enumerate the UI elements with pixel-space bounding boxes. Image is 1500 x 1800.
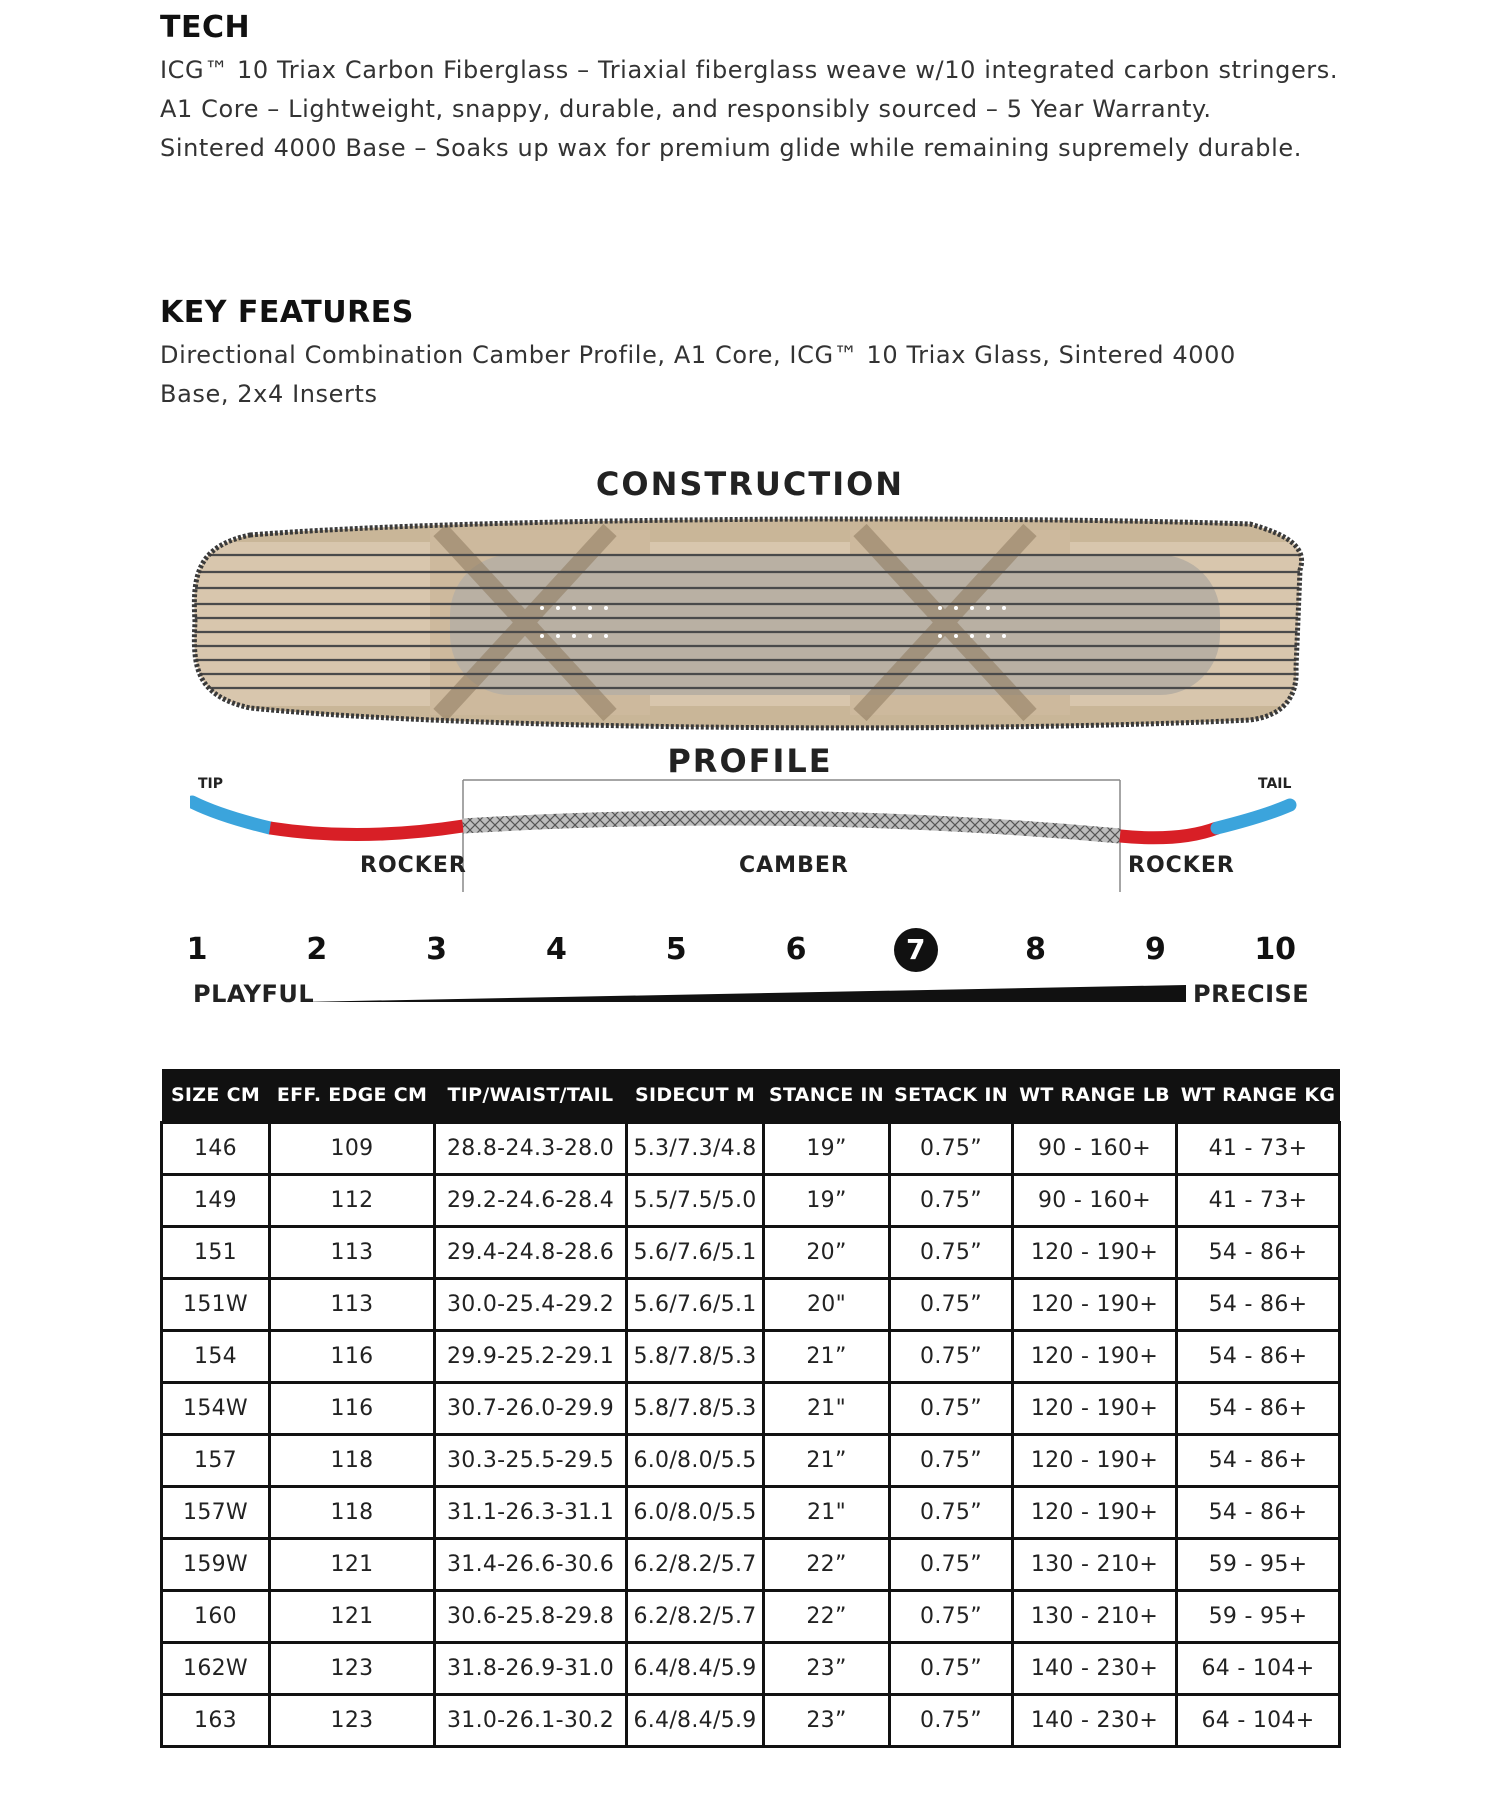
table-cell: 0.75”	[890, 1695, 1013, 1747]
rating-scale-number: 2	[306, 932, 328, 967]
table-cell: 0.75”	[890, 1435, 1013, 1487]
table-row	[162, 1383, 1340, 1435]
table-cell: 0.75”	[890, 1227, 1013, 1279]
table-cell: 0.75”	[890, 1175, 1013, 1227]
table-cell: 31.8-26.9-31.0	[435, 1643, 627, 1695]
table-cell: 151	[162, 1227, 270, 1279]
table-cell: 31.1-26.3-31.1	[435, 1487, 627, 1539]
construction-title: CONSTRUCTION	[595, 465, 905, 503]
spec-table-body	[162, 1123, 1340, 1747]
table-cell: 140 - 230+	[1013, 1695, 1177, 1747]
rating-scale-number: 8	[1025, 932, 1047, 967]
table-cell: 90 - 160+	[1013, 1123, 1177, 1175]
spec-table	[160, 1069, 1341, 1748]
table-cell: 157	[162, 1435, 270, 1487]
setback-column-header: SETACK IN	[890, 1069, 1013, 1123]
table-cell: 130 - 210+	[1013, 1539, 1177, 1591]
table-cell: 54 - 86+	[1177, 1383, 1340, 1435]
table-cell: 146	[162, 1123, 270, 1175]
table-cell: 151W	[162, 1279, 270, 1331]
table-cell: 6.4/8.4/5.9	[627, 1695, 764, 1747]
table-cell: 0.75”	[890, 1279, 1013, 1331]
rating-scale-number: 4	[545, 932, 567, 967]
table-cell: 30.3-25.5-29.5	[435, 1435, 627, 1487]
table-cell: 22”	[764, 1591, 890, 1643]
rating-scale-number: 3	[426, 932, 448, 967]
table-cell: 109	[270, 1123, 435, 1175]
precise-label: PRECISE	[1193, 980, 1310, 1008]
table-cell: 120 - 190+	[1013, 1227, 1177, 1279]
rating-scale-number: 6	[785, 932, 807, 967]
table-cell: 149	[162, 1175, 270, 1227]
rating-scale-number: 10	[1254, 932, 1297, 967]
sidecut-column-header: SIDECUT M	[627, 1069, 764, 1123]
table-cell: 30.0-25.4-29.2	[435, 1279, 627, 1331]
table-row	[162, 1435, 1340, 1487]
stance-column-header: STANCE IN	[764, 1069, 890, 1123]
weight-lb-column-header: WT RANGE LB	[1013, 1069, 1177, 1123]
rating-selected-value: 7	[894, 928, 938, 972]
rating-scale-number: 1	[186, 932, 208, 967]
table-cell: 59 - 95+	[1177, 1591, 1340, 1643]
table-row	[162, 1123, 1340, 1175]
table-cell: 0.75”	[890, 1487, 1013, 1539]
table-cell: 64 - 104+	[1177, 1695, 1340, 1747]
table-cell: 116	[270, 1331, 435, 1383]
table-cell: 23”	[764, 1695, 890, 1747]
table-cell: 0.75”	[890, 1331, 1013, 1383]
table-cell: 120 - 190+	[1013, 1435, 1177, 1487]
table-cell: 121	[270, 1539, 435, 1591]
table-cell: 29.2-24.6-28.4	[435, 1175, 627, 1227]
table-cell: 59 - 95+	[1177, 1539, 1340, 1591]
table-cell: 118	[270, 1487, 435, 1539]
table-cell: 120 - 190+	[1013, 1279, 1177, 1331]
table-cell: 123	[270, 1695, 435, 1747]
table-cell: 0.75”	[890, 1591, 1013, 1643]
table-cell: 120 - 190+	[1013, 1331, 1177, 1383]
key-features-heading: KEY FEATURES	[160, 295, 414, 330]
table-cell: 5.6/7.6/5.1	[627, 1227, 764, 1279]
table-cell: 19”	[764, 1175, 890, 1227]
table-cell: 160	[162, 1591, 270, 1643]
rating-scale-number: 5	[665, 932, 687, 967]
tech-line: Sintered 4000 Base – Soaks up wax for premium glide while remaining supremely durable.	[160, 134, 1302, 162]
table-cell: 28.8-24.3-28.0	[435, 1123, 627, 1175]
table-cell: 6.2/8.2/5.7	[627, 1591, 764, 1643]
table-cell: 41 - 73+	[1177, 1175, 1340, 1227]
table-cell: 116	[270, 1383, 435, 1435]
table-cell: 123	[270, 1643, 435, 1695]
table-cell: 54 - 86+	[1177, 1331, 1340, 1383]
table-row	[162, 1227, 1340, 1279]
table-cell: 113	[270, 1279, 435, 1331]
playful-precise-wedge	[300, 983, 1190, 1003]
table-cell: 21”	[764, 1331, 890, 1383]
table-row	[162, 1331, 1340, 1383]
table-cell: 54 - 86+	[1177, 1279, 1340, 1331]
table-row	[162, 1591, 1340, 1643]
table-cell: 140 - 230+	[1013, 1643, 1177, 1695]
table-cell: 29.9-25.2-29.1	[435, 1331, 627, 1383]
rocker-right-label: ROCKER	[1128, 853, 1235, 878]
profile-diagram	[190, 770, 1310, 900]
tech-line: A1 Core – Lightweight, snappy, durable, and responsibly sourced – 5 Year Warranty.	[160, 95, 1212, 123]
table-cell: 31.4-26.6-30.6	[435, 1539, 627, 1591]
table-cell: 0.75”	[890, 1539, 1013, 1591]
table-cell: 64 - 104+	[1177, 1643, 1340, 1695]
table-cell: 0.75”	[890, 1643, 1013, 1695]
table-cell: 41 - 73+	[1177, 1123, 1340, 1175]
key-features-text: Directional Combination Camber Profile, A1 Core, ICG™ 10 Triax Glass, Sintered 4000 Base, 2x4 Inserts	[160, 341, 1236, 408]
table-cell: 0.75”	[890, 1383, 1013, 1435]
rocker-left-label: ROCKER	[360, 853, 467, 878]
table-cell: 6.0/8.0/5.5	[627, 1435, 764, 1487]
table-cell: 21"	[764, 1383, 890, 1435]
table-cell: 30.7-26.0-29.9	[435, 1383, 627, 1435]
table-cell: 20"	[764, 1279, 890, 1331]
table-cell: 30.6-25.8-29.8	[435, 1591, 627, 1643]
tech-line: ICG™ 10 Triax Carbon Fiberglass – Triaxial fiberglass weave w/10 integrated carbon stringers.	[160, 56, 1339, 84]
table-row	[162, 1539, 1340, 1591]
table-cell: 162W	[162, 1643, 270, 1695]
tech-heading: TECH	[160, 10, 251, 45]
table-cell: 54 - 86+	[1177, 1435, 1340, 1487]
table-cell: 21"	[764, 1487, 890, 1539]
table-cell: 54 - 86+	[1177, 1487, 1340, 1539]
table-cell: 121	[270, 1591, 435, 1643]
tip-label: TIP	[198, 776, 224, 792]
table-cell: 159W	[162, 1539, 270, 1591]
rating-scale	[175, 928, 1315, 980]
table-cell: 5.6/7.6/5.1	[627, 1279, 764, 1331]
table-row	[162, 1279, 1340, 1331]
table-cell: 6.0/8.0/5.5	[627, 1487, 764, 1539]
table-cell: 120 - 190+	[1013, 1487, 1177, 1539]
camber-label: CAMBER	[739, 853, 849, 878]
table-cell: 20”	[764, 1227, 890, 1279]
weight-kg-column-header: WT RANGE KG	[1177, 1069, 1340, 1123]
table-cell: 31.0-26.1-30.2	[435, 1695, 627, 1747]
table-cell: 0.75”	[890, 1123, 1013, 1175]
table-cell: 154W	[162, 1383, 270, 1435]
tech-description	[160, 51, 1340, 168]
tip-waist-tail-column-header: TIP/WAIST/TAIL	[435, 1069, 627, 1123]
table-row	[162, 1487, 1340, 1539]
board-construction-image	[190, 510, 1310, 735]
table-row	[162, 1175, 1340, 1227]
table-cell: 54 - 86+	[1177, 1227, 1340, 1279]
table-cell: 163	[162, 1695, 270, 1747]
table-cell: 5.8/7.8/5.3	[627, 1383, 764, 1435]
table-cell: 118	[270, 1435, 435, 1487]
table-cell: 19”	[764, 1123, 890, 1175]
size-column-header: SIZE CM	[162, 1069, 270, 1123]
tail-label: TAIL	[1258, 776, 1292, 792]
table-cell: 157W	[162, 1487, 270, 1539]
table-cell: 21”	[764, 1435, 890, 1487]
table-cell: 29.4-24.8-28.6	[435, 1227, 627, 1279]
table-row	[162, 1643, 1340, 1695]
table-cell: 5.3/7.3/4.8	[627, 1123, 764, 1175]
table-cell: 120 - 190+	[1013, 1383, 1177, 1435]
effective-edge-column-header: EFF. EDGE CM	[270, 1069, 435, 1123]
table-cell: 90 - 160+	[1013, 1175, 1177, 1227]
table-cell: 130 - 210+	[1013, 1591, 1177, 1643]
table-row	[162, 1695, 1340, 1747]
table-cell: 5.8/7.8/5.3	[627, 1331, 764, 1383]
table-cell: 22”	[764, 1539, 890, 1591]
rating-scale-number: 9	[1144, 932, 1166, 967]
table-cell: 5.5/7.5/5.0	[627, 1175, 764, 1227]
table-cell: 23”	[764, 1643, 890, 1695]
spec-header-row	[162, 1069, 1340, 1123]
table-cell: 112	[270, 1175, 435, 1227]
table-cell: 6.2/8.2/5.7	[627, 1539, 764, 1591]
table-cell: 6.4/8.4/5.9	[627, 1643, 764, 1695]
table-cell: 113	[270, 1227, 435, 1279]
table-cell: 154	[162, 1331, 270, 1383]
profile-title: PROFILE	[667, 742, 833, 780]
playful-label: PLAYFUL	[193, 980, 315, 1008]
